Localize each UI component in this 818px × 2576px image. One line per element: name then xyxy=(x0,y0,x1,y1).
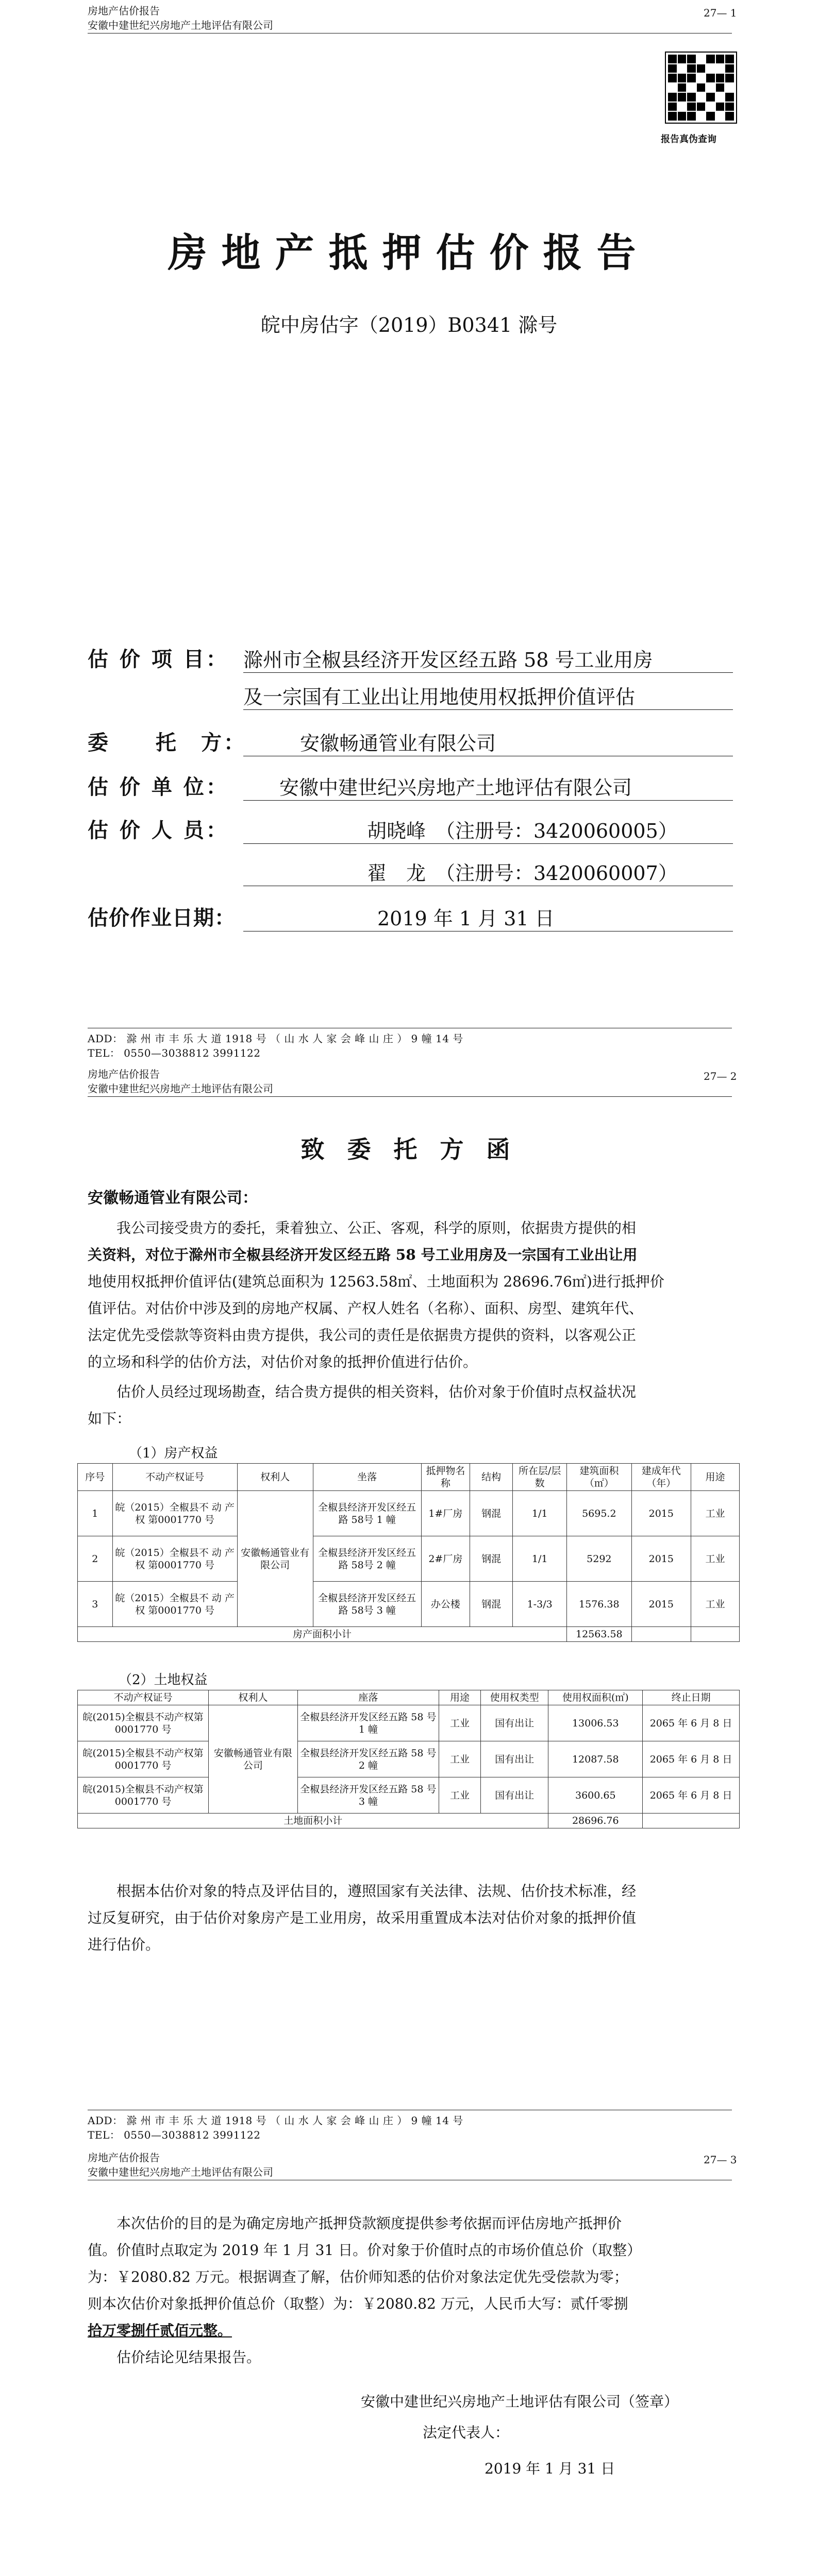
table-cell: 2 xyxy=(78,1536,113,1582)
table-cell: 皖(2015)全椒县不动产权第0001770 号 xyxy=(78,1741,209,1777)
table-cell: 1-3/3 xyxy=(513,1582,567,1627)
signer: 安徽中建世纪兴房地产土地评估有限公司（签章） xyxy=(361,2393,679,2410)
sign-date: 2019 年 1 月 31 日 xyxy=(485,2460,615,2477)
table-cell: 5292 xyxy=(566,1536,631,1582)
page3-number: 27— 3 xyxy=(704,2154,737,2166)
table-cell: 3600.65 xyxy=(548,1777,643,1814)
conclusion-line: 本次估价的目的是为确定房地产抵押贷款额度提供参考依据而评估房地产抵押价 xyxy=(116,2215,622,2232)
footer-tel: TEL： 0550—3038812 3991122 xyxy=(88,2129,261,2141)
legal-representative: 法定代表人： xyxy=(423,2424,510,2441)
land-rights-table xyxy=(77,1690,740,1828)
table-cell: 工业 xyxy=(439,1777,481,1814)
table-cell: 安徽畅通管业有限公司 xyxy=(209,1705,297,1814)
table-cell: 2#厂房 xyxy=(421,1536,470,1582)
letter-para2 xyxy=(88,1379,737,1432)
para1-line: 的立场和科学的估价方法，对估价对象的抵押价值进行估价。 xyxy=(88,1353,478,1370)
page3-header-title: 房地产估价报告 xyxy=(88,2151,160,2164)
table-total-row xyxy=(78,1814,740,1828)
doc-number: 皖中房估字（2019）B0341 滁号 xyxy=(260,314,558,336)
table-cell: 12087.58 xyxy=(548,1741,643,1777)
para1-line: 法定优先受偿款等资料由贵方提供，我公司的责任是依据贵方提供的资料，以客观公正 xyxy=(88,1327,637,1344)
table-cell: 1/1 xyxy=(513,1491,567,1536)
footer-address: ADD： 滁 州 市 丰 乐 大 道 1918 号 （ 山 水 人 家 会 峰 山 庄 ） 9 幢 14 号 xyxy=(88,2114,463,2127)
table-header-cell: 建成年代（年） xyxy=(631,1464,691,1491)
table-cell: 2015 xyxy=(631,1582,691,1627)
table-header-cell: 序号 xyxy=(78,1464,113,1491)
table-cell: 1576.38 xyxy=(566,1582,631,1627)
para1-line: 值评估。对估价中涉及到的房地产权属、产权人姓名（名称）、面积、房型、建筑年代、 xyxy=(88,1300,644,1317)
table-cell: 3 xyxy=(78,1582,113,1627)
table-cell: 国有出让 xyxy=(480,1741,548,1777)
table-cell: 全椒县经济开发区经五路 58 号 2 幢 xyxy=(297,1741,439,1777)
table-header-cell: 结构 xyxy=(470,1464,512,1491)
conclusion-line: 值。价值时点取定为 2019 年 1 月 31 日。价对象于价值时点的市场价值总价（取整） xyxy=(88,2242,642,2259)
page1-header-title: 房地产估价报告 xyxy=(88,5,160,17)
footer-tel: TEL： 0550—3038812 3991122 xyxy=(88,1047,261,1059)
conclusion-see-report: 估价结论见结果报告。 xyxy=(116,2349,261,2366)
table-cell: 全椒县经济开发区经五路 58号 2 幢 xyxy=(313,1536,421,1582)
table-cell: 1/1 xyxy=(513,1536,567,1582)
table-cell: 工业 xyxy=(439,1741,481,1777)
table-cell: 1#厂房 xyxy=(421,1491,470,1536)
page2-footer xyxy=(88,2110,732,2142)
page2-header-title: 房地产估价报告 xyxy=(88,1068,160,1080)
page2-header-rule xyxy=(88,1096,732,1097)
table-cell: 钢混 xyxy=(470,1582,512,1627)
table-row xyxy=(78,1582,740,1627)
para1-line: 关资料，对位于滁州市全椒县经济开发区经五路 58 号工业用房及一宗国有工业出让用 xyxy=(88,1246,638,1263)
qr-caption: 报告真伪查询 xyxy=(661,134,716,145)
table-cell: 13006.53 xyxy=(548,1705,643,1741)
page2-header-company: 安徽中建世纪兴房地产土地评估有限公司 xyxy=(88,1082,273,1095)
para2-line: 如下： xyxy=(88,1410,131,1427)
project-label: 估 价 项 目： xyxy=(88,648,229,671)
table-total-label: 土地面积小计 xyxy=(78,1814,548,1828)
table-header-cell: 不动产权证号 xyxy=(78,1690,209,1705)
table-cell: 全椒县经济开发区经五路 58号 1 幢 xyxy=(313,1491,421,1536)
page2-number: 27— 2 xyxy=(704,1070,737,1082)
conclusion-line: 则本次估价对象抵押价值总价（取整）为：￥2080.82 万元，人民币大写：贰仟零捌 xyxy=(88,2295,628,2312)
table-header-cell: 用途 xyxy=(439,1690,481,1705)
table-header-row xyxy=(78,1690,740,1705)
table-cell: 皖（2015）全椒县不 动 产 权 第0001770 号 xyxy=(112,1491,237,1536)
table-cell: 全椒县经济开发区经五路 58 号 1 幢 xyxy=(297,1705,439,1741)
para2-line: 估价人员经过现场勘查，结合贵方提供的相关资料，估价对象于价值时点权益状况 xyxy=(116,1383,637,1400)
client-label: 委 托 方： xyxy=(88,731,246,755)
table-total-label: 房产面积小计 xyxy=(78,1627,567,1642)
table-row xyxy=(78,1741,740,1777)
table-header-row xyxy=(78,1464,740,1491)
table-header-cell: 所在层/层数 xyxy=(513,1464,567,1491)
table-cell: 全椒县经济开发区经五路 58 号 3 幢 xyxy=(297,1777,439,1814)
table-cell: 皖(2015)全椒县不动产权第0001770 号 xyxy=(78,1705,209,1741)
table-cell: 皖（2015）全椒县不 动 产 权 第0001770 号 xyxy=(112,1582,237,1627)
project-line1: 滁州市全椒县经济开发区经五路 58 号工业用房 xyxy=(243,644,733,673)
table-header-cell: 建筑面积（㎡） xyxy=(566,1464,631,1491)
table-header-cell: 终止日期 xyxy=(643,1690,740,1705)
page3-header-company: 安徽中建世纪兴房地产土地评估有限公司 xyxy=(88,2166,273,2178)
appraiser-value: 安徽中建世纪兴房地产土地评估有限公司 xyxy=(243,772,733,801)
project-line2: 及一宗国有工业出让用地使用权抵押价值评估 xyxy=(243,681,733,710)
letter-title: 致 委 托 方 函 xyxy=(301,1136,517,1163)
letter-addressee: 安徽畅通管业有限公司： xyxy=(88,1189,258,1207)
table-header-cell: 权利人 xyxy=(209,1690,297,1705)
table-header-cell: 权利人 xyxy=(237,1464,313,1491)
table-row xyxy=(78,1777,740,1814)
table-cell: 2015 xyxy=(631,1491,691,1536)
para3-line: 进行估价。 xyxy=(88,1936,160,1953)
table-header-cell: 不动产权证号 xyxy=(112,1464,237,1491)
page1-number: 27— 1 xyxy=(704,7,737,19)
client-value: 安徽畅通管业有限公司 xyxy=(243,727,733,756)
table-cell: 全椒县经济开发区经五路 58号 3 幢 xyxy=(313,1582,421,1627)
conclusion-para xyxy=(88,2210,737,2371)
table-cell: 国有出让 xyxy=(480,1705,548,1741)
table-total-value: 12563.58 xyxy=(566,1627,631,1642)
land-rights-title: （2）土地权益 xyxy=(119,1672,208,1688)
table-total-value: 28696.76 xyxy=(548,1814,643,1828)
para3-line: 过反复研究，由于估价对象房产是工业用房，故采用重置成本法对估价对象的抵押价值 xyxy=(88,1909,637,1926)
table-header-cell: 使用权面积(㎡) xyxy=(548,1690,643,1705)
table-cell: 钢混 xyxy=(470,1491,512,1536)
letter-para3 xyxy=(88,1878,737,1958)
table-header-cell: 抵押物名称 xyxy=(421,1464,470,1491)
table-row xyxy=(78,1536,740,1582)
page1-header-company: 安徽中建世纪兴房地产土地评估有限公司 xyxy=(88,19,273,31)
table-cell: 2065 年 6 月 8 日 xyxy=(643,1741,740,1777)
table-cell: 2015 xyxy=(631,1536,691,1582)
conclusion-line: 为：￥2080.82 万元。根据调查了解，估价师知悉的估价对象法定优先受偿款为零； xyxy=(88,2268,628,2285)
table-cell: 工业 xyxy=(439,1705,481,1741)
table-header-cell: 座落 xyxy=(297,1690,439,1705)
person-2: 翟 龙 （注册号：3420060007） xyxy=(243,857,733,886)
page1-footer xyxy=(88,1028,732,1060)
table-cell: 2065 年 6 月 8 日 xyxy=(643,1777,740,1814)
table-header-cell: 坐落 xyxy=(313,1464,421,1491)
table-header-cell: 使用权类型 xyxy=(480,1690,548,1705)
table-row xyxy=(78,1705,740,1741)
table-row xyxy=(78,1491,740,1536)
table-cell: 工业 xyxy=(691,1491,739,1536)
table-cell: 工业 xyxy=(691,1582,739,1627)
table-cell: 工业 xyxy=(691,1536,739,1582)
qr-code-icon[interactable] xyxy=(665,52,737,124)
letter-para1 xyxy=(88,1215,737,1376)
para1-line: 地使用权抵押价值评估(建筑总面积为 12563.58㎡、土地面积为 28696.76㎡)进行抵押价 xyxy=(88,1273,664,1290)
table-cell: 安徽畅通管业有限公司 xyxy=(237,1491,313,1627)
table-cell: 国有出让 xyxy=(480,1777,548,1814)
date-label: 估价作业日期： xyxy=(88,906,236,930)
footer-address: ADD： 滁 州 市 丰 乐 大 道 1918 号 （ 山 水 人 家 会 峰 山 庄 ） 9 幢 14 号 xyxy=(88,1032,463,1045)
house-rights-table xyxy=(77,1463,740,1642)
report-title: 房地产抵押估价报告 xyxy=(168,230,650,276)
table-header-cell: 用途 xyxy=(691,1464,739,1491)
table-cell: 皖(2015)全椒县不动产权第0001770 号 xyxy=(78,1777,209,1814)
appraiser-label: 估 价 单 位： xyxy=(88,775,229,799)
persons-label: 估 价 人 员： xyxy=(88,819,229,842)
date-value: 2019 年 1 月 31 日 xyxy=(243,903,733,931)
table-cell: 2065 年 6 月 8 日 xyxy=(643,1705,740,1741)
conclusion-line: 拾万零捌仟贰佰元整。 xyxy=(88,2322,232,2339)
para1-line: 我公司接受贵方的委托，秉着独立、公正、客观，科学的原则，依据贵方提供的相 xyxy=(116,1219,637,1236)
house-rights-title: （1）房产权益 xyxy=(129,1446,218,1461)
table-cell: 钢混 xyxy=(470,1536,512,1582)
person-1: 胡晓峰 （注册号：3420060005） xyxy=(243,815,733,844)
table-cell: 5695.2 xyxy=(566,1491,631,1536)
table-cell: 1 xyxy=(78,1491,113,1536)
table-total-row xyxy=(78,1627,740,1642)
table-cell: 皖（2015）全椒县不 动 产 权 第0001770 号 xyxy=(112,1536,237,1582)
table-cell: 办公楼 xyxy=(421,1582,470,1627)
para3-line: 根据本估价对象的特点及评估目的，遵照国家有关法律、法规、估价技术标准，经 xyxy=(116,1883,637,1900)
